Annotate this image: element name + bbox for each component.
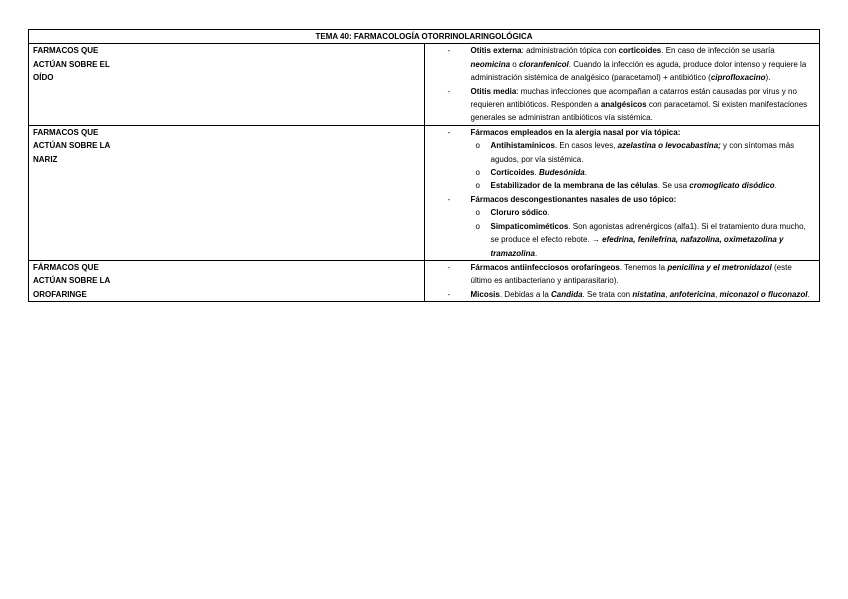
- text-run: Candida: [550, 289, 583, 299]
- row-label-line: ACTÚAN SOBRE LA: [33, 276, 111, 286]
- text-run: . Tenemos la: [619, 262, 668, 272]
- text-run: . Debidas a la: [499, 289, 551, 299]
- text-run: Simpaticomiméticos: [490, 221, 569, 231]
- text-run: . Se usa: [657, 181, 690, 191]
- text-run: . Se trata con: [582, 289, 633, 299]
- row-label: [29, 125, 425, 260]
- row-ear: [29, 44, 820, 125]
- sub-list-item: [429, 139, 816, 166]
- text-run: (este último es antibacteriano y antiparasitario).: [470, 262, 792, 286]
- title-row: [29, 30, 820, 44]
- text-run: Fármacos antiinfecciosos orofaríngeos: [470, 262, 620, 272]
- row-oropharynx: [29, 260, 820, 301]
- text-run: Budesónida: [538, 168, 585, 178]
- list-item: [429, 288, 816, 301]
- row-label-line: OROFARINGE: [33, 289, 87, 299]
- text-run: Estabilizador de la membrana de las células: [490, 181, 658, 191]
- text-run: neomicina: [470, 59, 511, 69]
- text-run: y con síntomas más agudos, por vía sistémica.: [490, 141, 795, 164]
- text-run: Otitis externa: [470, 46, 522, 56]
- text-run: ,: [665, 289, 670, 299]
- text-run: con paracetamol. Si existen manifestaciones generales se administran antibióticos vía sistémica.: [470, 100, 808, 123]
- text-run: : muchas infecciones que acompañan a catarros están causadas por virus y no requieren antibióticos. Responden a: [470, 86, 797, 110]
- text-run: cloranfenicol: [518, 59, 569, 69]
- text-run: . Son agonistas adrenérgicos (alfa1). Si el tratamiento dura mucho, se produce el efecto rebote. →: [490, 221, 806, 245]
- row-label-line: NARIZ: [33, 154, 58, 164]
- text-run: : administración tópica con: [521, 46, 619, 56]
- text-run: Cloruro sódico: [490, 208, 548, 218]
- sub-list-item: [429, 166, 816, 179]
- text-run: Fármacos empleados en la alergia nasal por vía tópica:: [470, 127, 681, 137]
- text-run: penicilina y el metronidazol: [667, 262, 772, 272]
- text-run: ).: [765, 73, 771, 83]
- list-item: [429, 126, 816, 139]
- text-run: .: [534, 248, 538, 258]
- text-run: o: [510, 59, 519, 69]
- text-run: .: [584, 168, 587, 178]
- text-run: ciprofloxacino: [710, 73, 766, 83]
- row-content: [424, 125, 820, 260]
- text-run: .: [774, 181, 777, 191]
- sub-list-item: [429, 179, 816, 192]
- row-label-line: OÍDO: [33, 73, 54, 83]
- table-title: TEMA 40: FARMACOLOGÍA OTORRINOLARINGOLÓGICA: [29, 30, 820, 44]
- text-run: Otitis media: [470, 86, 517, 96]
- sub-list-item: [429, 220, 816, 260]
- row-label-line: FÁRMACOS QUE: [33, 262, 99, 272]
- pharmacology-table: [28, 29, 820, 302]
- row-label-line: FARMACOS QUE: [33, 127, 99, 137]
- list-item: [429, 261, 816, 288]
- list-item: [429, 44, 816, 84]
- row-label-line: ACTÚAN SOBRE EL: [33, 59, 110, 69]
- text-run: efedrina, fenilefrina, nafazolina, oximetazolina y tramazolina: [490, 235, 784, 258]
- text-run: ,: [715, 289, 720, 299]
- text-run: nistatina: [632, 289, 666, 299]
- text-run: . En caso de infección se usaría: [661, 46, 775, 56]
- text-run: Corticoides: [490, 168, 535, 178]
- sub-list-item: [429, 206, 816, 219]
- list-item: [429, 193, 816, 206]
- row-nose: [29, 125, 820, 260]
- row-label-line: FARMACOS QUE: [33, 46, 99, 56]
- text-run: .: [547, 208, 550, 218]
- row-label: [29, 260, 425, 301]
- text-run: anfotericina: [669, 289, 716, 299]
- text-run: corticoides: [618, 46, 662, 56]
- text-run: miconazol o fluconazol: [719, 289, 808, 299]
- row-content: [424, 44, 820, 125]
- text-run: .: [534, 168, 539, 178]
- row-content: [424, 260, 820, 301]
- list-item: [429, 85, 816, 125]
- text-run: .: [807, 289, 810, 299]
- text-run: . En casos leves,: [554, 141, 618, 151]
- row-label: [29, 44, 425, 125]
- text-run: azelastina o levocabastina;: [617, 141, 721, 151]
- text-run: cromoglicato disódico: [689, 181, 775, 191]
- text-run: Fármacos descongestionantes nasales de uso tópico:: [470, 194, 677, 204]
- text-run: Antihistamínicos: [490, 141, 555, 151]
- text-run: analgésicos: [600, 100, 647, 110]
- text-run: . Cuando la infección es aguda, produce dolor intenso y requiere la administración sistémica de analgésico (paracetamol) + antibiótico (: [470, 59, 807, 83]
- row-label-line: ACTÚAN SOBRE LA: [33, 141, 111, 151]
- text-run: Micosis: [470, 289, 500, 299]
